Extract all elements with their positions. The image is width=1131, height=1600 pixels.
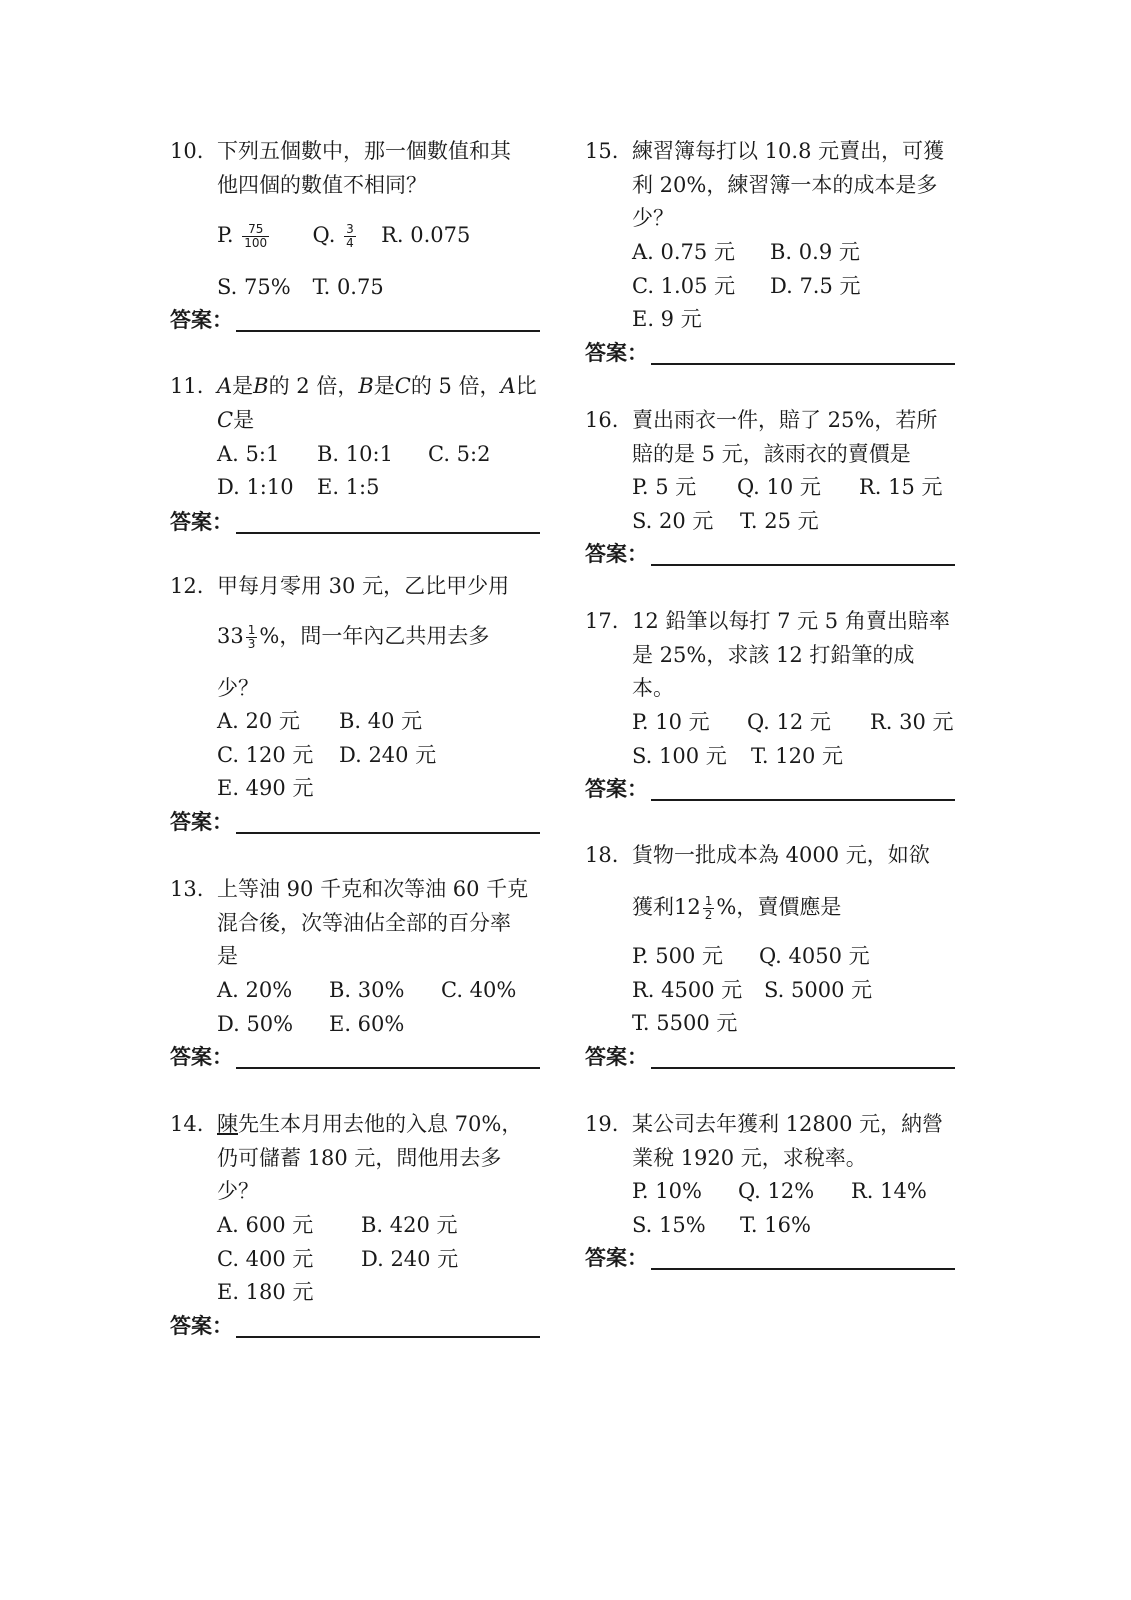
option-s: S. 75% [217, 275, 291, 299]
variable-a: A [500, 374, 516, 398]
options-row-1 [217, 440, 490, 468]
question-stem-line-2 [217, 406, 254, 434]
options-row-3: E. 9 元 [632, 307, 702, 331]
options-row-1 [632, 238, 860, 266]
question-stem-line-3: 少？ [217, 1179, 259, 1203]
option-p: P. 500 元 [632, 944, 723, 968]
options-row-1 [632, 473, 943, 501]
stem-text: 先生本月用去他的入息 70%， [238, 1112, 523, 1136]
options-row-2 [217, 273, 384, 301]
answer-row-12 [170, 808, 550, 838]
question-number: 17. [585, 609, 619, 633]
question-stem-line-1 [217, 1110, 522, 1138]
option-p-label: P. [217, 223, 234, 247]
option-p: P. 5 元 [632, 475, 697, 499]
option-a: A. 20 元 [217, 709, 300, 733]
option-p: P. 10% [632, 1179, 702, 1203]
answer-row-10 [170, 306, 550, 336]
stem-text: 的 2 倍， [268, 374, 359, 398]
fraction-numerator: 1 [704, 894, 713, 908]
question-stem-line-3: 本。 [632, 676, 674, 700]
option-t: T. 0.75 [312, 275, 384, 299]
answer-label: 答案： [585, 1045, 648, 1069]
option-r: R. 4500 元 [632, 978, 743, 1002]
option-r: R. 15 元 [859, 475, 943, 499]
option-q-label: Q. [312, 223, 336, 247]
option-q: Q. 4050 元 [759, 944, 870, 968]
options-row-1 [217, 221, 470, 250]
option-q: Q. 10 元 [737, 475, 821, 499]
options-row-2 [632, 976, 872, 1004]
answer-blank[interactable] [236, 330, 540, 332]
stem-text: %，問一年內乙共用去多 [259, 624, 490, 648]
options-row-3: T. 5500 元 [632, 1011, 738, 1035]
answer-row-13 [170, 1043, 550, 1073]
question-number: 15. [585, 139, 619, 163]
options-row-2 [217, 1010, 404, 1038]
answer-label: 答案： [585, 341, 648, 365]
question-stem-line-2: 利 20%，練習簿一本的成本是多 [632, 173, 938, 197]
question-stem-line-1: 某公司去年獲利 12800 元，納營 [632, 1112, 944, 1136]
answer-label: 答案： [170, 1314, 233, 1338]
question-stem-line-2: 他四個的數值不相同？ [217, 173, 427, 197]
options-row-2 [632, 1211, 811, 1239]
options-row-1 [217, 707, 422, 735]
question-stem-line-3: 是 [217, 944, 238, 968]
option-b: B. 30% [329, 978, 405, 1002]
answer-blank[interactable] [236, 1067, 540, 1069]
option-s: S. 5000 元 [764, 978, 873, 1002]
answer-row-15 [585, 339, 965, 369]
question-number: 13. [170, 877, 204, 901]
option-s: S. 100 元 [632, 744, 727, 768]
option-d: D. 240 元 [361, 1247, 459, 1271]
option-s: S. 20 元 [632, 509, 714, 533]
answer-row-18 [585, 1043, 965, 1073]
answer-blank[interactable] [236, 532, 540, 534]
question-stem-line-2 [632, 893, 841, 922]
option-c: C. 5:2 [428, 442, 491, 466]
options-row-2 [632, 742, 843, 770]
option-c: C. 120 元 [217, 743, 314, 767]
answer-blank[interactable] [651, 1268, 955, 1270]
option-a: A. 0.75 元 [632, 240, 735, 264]
option-b: B. 420 元 [361, 1213, 458, 1237]
option-q: Q. 12 元 [747, 710, 831, 734]
option-r: R. 14% [851, 1179, 927, 1203]
options-row-3: E. 490 元 [217, 776, 314, 800]
option-c: C. 40% [441, 978, 517, 1002]
option-a: A. 5:1 [217, 442, 280, 466]
variable-a: A [217, 374, 233, 398]
stem-text: 的 5 倍， [410, 374, 501, 398]
answer-blank[interactable] [651, 799, 955, 801]
options-row-1 [632, 942, 870, 970]
question-number: 14. [170, 1112, 204, 1136]
question-stem-line-2: 混合後，次等油佔全部的百分率 [217, 911, 511, 935]
option-p: P. 10 元 [632, 710, 710, 734]
answer-label: 答案： [585, 777, 648, 801]
option-b: B. 40 元 [339, 709, 423, 733]
option-t: T. 16% [740, 1213, 811, 1237]
fraction-numerator: 1 [247, 623, 256, 637]
option-q-fraction [344, 223, 356, 250]
fraction-denominator: 4 [346, 236, 354, 250]
question-stem-line-3: 少？ [217, 676, 259, 700]
stem-text: 比 [515, 374, 537, 398]
answer-label: 答案： [170, 510, 233, 534]
answer-blank[interactable] [651, 1067, 955, 1069]
options-row-1 [217, 976, 516, 1004]
option-d: D. 7.5 元 [770, 274, 861, 298]
options-row-1 [217, 1211, 458, 1239]
fraction-denominator: 100 [244, 236, 268, 250]
answer-row-11 [170, 508, 550, 538]
option-a: A. 600 元 [217, 1213, 314, 1237]
answer-row-14 [170, 1312, 550, 1342]
answer-label: 答案： [170, 308, 233, 332]
options-row-2 [217, 741, 436, 769]
question-stem-line-2: 賠的是 5 元，該雨衣的賣價是 [632, 442, 911, 466]
option-c: C. 1.05 元 [632, 274, 736, 298]
option-e: E. 1:5 [317, 475, 380, 499]
option-c: C. 400 元 [217, 1247, 314, 1271]
option-p-fraction [242, 223, 269, 250]
question-stem-line-1: 貨物一批成本為 4000 元，如欲 [632, 843, 930, 867]
options-row-2 [217, 473, 379, 501]
question-number: 10. [170, 139, 204, 163]
variable-c: C [394, 374, 411, 398]
question-stem-line-1 [217, 372, 537, 400]
variable-b: B [253, 374, 269, 398]
answer-label: 答案： [585, 542, 648, 566]
question-stem-line-1: 甲每月零用 30 元，乙比甲少用 [217, 574, 510, 598]
stem-text: 是 [373, 374, 395, 398]
stem-text: 是 [232, 374, 254, 398]
options-row-2 [217, 1245, 458, 1273]
answer-label: 答案： [585, 1246, 648, 1270]
mixed-number-fraction [703, 895, 715, 922]
stem-text: 是 [233, 408, 255, 432]
answer-blank[interactable] [651, 564, 955, 566]
question-stem-line-1: 賣出雨衣一件，賠了 25%，若所 [632, 408, 938, 432]
variable-c: C [217, 408, 234, 432]
answer-blank[interactable] [236, 1336, 540, 1338]
mixed-number-fraction [246, 624, 258, 651]
answer-blank[interactable] [651, 363, 955, 365]
question-stem-line-1: 下列五個數中，那一個數值和其 [217, 139, 511, 163]
answer-row-16 [585, 540, 965, 570]
option-r: R. 0.075 [381, 223, 471, 247]
options-row-1 [632, 708, 954, 736]
option-e: E. 60% [329, 1012, 405, 1036]
answer-label: 答案： [170, 1045, 233, 1069]
question-stem-line-1: 12 鉛筆以每打 7 元 5 角賣出賠率 [632, 609, 950, 633]
option-b: B. 0.9 元 [770, 240, 860, 264]
options-row-2 [632, 507, 819, 535]
question-stem-line-2: 是 25%，求該 12 打鉛筆的成 [632, 643, 915, 667]
question-number: 12. [170, 574, 204, 598]
stem-text: 獲利12 [632, 895, 701, 919]
question-stem-line-1: 練習簿每打以 10.8 元賣出，可獲 [632, 139, 945, 163]
option-d: D. 1:10 [217, 475, 294, 499]
question-number: 18. [585, 843, 619, 867]
question-number: 19. [585, 1112, 619, 1136]
fraction-numerator: 75 [242, 223, 269, 237]
option-s: S. 15% [632, 1213, 706, 1237]
answer-row-17 [585, 775, 965, 805]
fraction-numerator: 3 [346, 222, 354, 236]
question-number: 11. [170, 374, 204, 398]
answer-label: 答案： [170, 810, 233, 834]
fraction-denominator: 2 [704, 908, 713, 922]
option-q: Q. 12% [738, 1179, 815, 1203]
question-stem-line-2: 仍可儲蓄 180 元，問他用去多 [217, 1146, 502, 1170]
option-a: A. 20% [217, 978, 293, 1002]
question-stem-line-2: 業稅 1920 元，求稅率。 [632, 1146, 867, 1170]
option-t: T. 120 元 [751, 744, 844, 768]
option-d: D. 240 元 [339, 743, 437, 767]
answer-blank[interactable] [236, 832, 540, 834]
option-b: B. 10:1 [317, 442, 393, 466]
options-row-3: E. 180 元 [217, 1280, 314, 1304]
options-row-2 [632, 272, 861, 300]
question-stem-line-3: 少？ [632, 206, 674, 230]
variable-b: B [358, 374, 374, 398]
question-stem-line-1: 上等油 90 千克和次等油 60 千克 [217, 877, 529, 901]
fraction-denominator: 3 [247, 637, 256, 651]
question-stem-line-2 [217, 622, 489, 651]
option-t: T. 25 元 [740, 509, 819, 533]
option-r: R. 30 元 [870, 710, 954, 734]
option-d: D. 50% [217, 1012, 294, 1036]
answer-row-19 [585, 1244, 965, 1274]
stem-text: %，賣價應是 [716, 895, 842, 919]
options-row-1 [632, 1177, 927, 1205]
question-number: 16. [585, 408, 619, 432]
proper-name: 陳 [217, 1112, 238, 1136]
mixed-number-whole: 33 [217, 624, 244, 648]
